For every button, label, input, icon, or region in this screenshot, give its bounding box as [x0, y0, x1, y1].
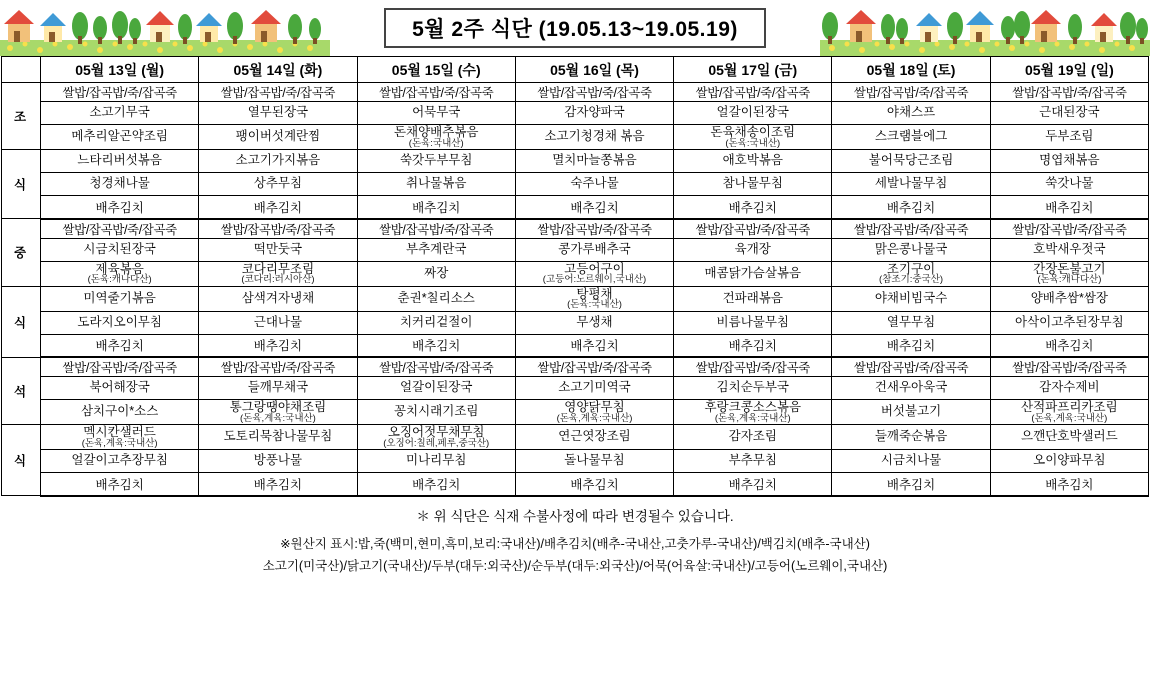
dish-cell — [990, 377, 1148, 400]
menu-row — [2, 238, 1149, 261]
dish-origin: (돈육:국내산) — [567, 299, 622, 310]
dish-cell — [515, 173, 673, 196]
dish-name: 부추계란국 — [406, 241, 467, 256]
dish-cell — [674, 425, 832, 450]
dish-name: 오징어젓무채무침 — [387, 425, 485, 439]
dish-name: 소고기무국 — [89, 105, 150, 120]
day-header-0: 05월 13일 (월) — [41, 57, 199, 83]
kimchi-cell: 배추김치 — [674, 196, 832, 219]
menu-row — [2, 150, 1149, 173]
dish-cell — [832, 286, 990, 311]
kimchi-cell: 배추김치 — [990, 196, 1148, 219]
decoration-left — [0, 0, 330, 56]
meal-label-1-top: 중 — [2, 219, 41, 287]
dish-origin: (돈육:캐나다산) — [1037, 274, 1102, 285]
dish-name: 감자수제비 — [1039, 380, 1100, 395]
dish-cell — [199, 425, 357, 450]
dish-cell — [832, 125, 990, 150]
day-header-6: 05월 19일 (일) — [990, 57, 1148, 83]
dish-origin: (돈육:국내산) — [725, 137, 781, 149]
dish-cell — [990, 450, 1148, 473]
kimchi-cell: 배추김치 — [199, 334, 357, 357]
table-header-row — [2, 57, 1149, 83]
meal-rice-row — [2, 357, 1149, 377]
dish-name: 상추무침 — [253, 176, 303, 191]
dish-name: 육개장 — [734, 241, 771, 256]
dish-origin: (돈육,계육:국내산) — [1031, 412, 1108, 424]
origin-note-line-1: ※원산지 표시:밥,죽(백미,현미,흑미,보리:국내산)/배추김치(배추-국내산,고춧가루-국내산)/백김치(배추-국내산) — [280, 537, 870, 552]
dish-origin: (참조기:중국산) — [879, 274, 944, 285]
dish-cell — [674, 261, 832, 286]
dish-cell — [832, 150, 990, 173]
dish-name: 미역줄기볶음 — [83, 290, 156, 305]
dish-cell — [515, 450, 673, 473]
dish-name: 방풍나물 — [253, 453, 303, 468]
dish-name: 삼치구이*소스 — [80, 404, 159, 419]
dish-cell — [357, 102, 515, 125]
dish-name: 메추리알곤약조림 — [71, 129, 168, 144]
day-header-5: 05월 18일 (토) — [832, 57, 990, 83]
dish-cell — [674, 400, 832, 425]
rice-cell: 쌀밥/잡곡밥/죽/잡곡죽 — [674, 219, 832, 239]
dish-name: 돈채양배추볶음 — [393, 125, 479, 139]
menu-row — [2, 400, 1149, 425]
dish-cell — [357, 150, 515, 173]
dish-name: 으깬단호박샐러드 — [1021, 429, 1118, 444]
dish-name: 제육볶음 — [95, 261, 144, 276]
dish-cell — [832, 377, 990, 400]
dish-name: 맑은콩나물국 — [874, 241, 948, 256]
menu-row — [2, 102, 1149, 125]
dish-name: 명엽채볶음 — [1039, 153, 1100, 168]
meal-label-0-top: 조 — [2, 83, 41, 150]
dish-cell — [832, 238, 990, 261]
dish-name: 삼색겨자냉채 — [241, 290, 315, 305]
dish-cell — [199, 311, 357, 334]
dish-name: 근대된장국 — [1039, 105, 1100, 120]
dish-name: 건새우아욱국 — [874, 380, 948, 395]
dish-name: 떡만둣국 — [253, 241, 303, 256]
dish-cell — [199, 450, 357, 473]
dish-name: 소고기가지볶음 — [235, 153, 321, 168]
dish-cell — [41, 400, 199, 425]
dish-cell — [357, 425, 515, 450]
dish-cell — [357, 261, 515, 286]
kimchi-cell: 배추김치 — [832, 196, 990, 219]
dish-name: 후랑크콩소스볶음 — [704, 400, 802, 414]
dish-name: 얼갈이된장국 — [399, 380, 473, 395]
kimchi-row — [2, 473, 1149, 496]
dish-name: 청경채나물 — [89, 176, 150, 191]
day-header-2: 05월 15일 (수) — [357, 57, 515, 83]
dish-name: 양배추쌈*쌈장 — [1030, 290, 1109, 305]
dish-name: 치커리겉절이 — [399, 314, 473, 329]
dish-name: 콩가루배추국 — [558, 241, 631, 256]
dish-name: 멕시칸샐러드 — [83, 425, 156, 439]
dish-cell — [674, 125, 832, 150]
rice-cell: 쌀밥/잡곡밥/죽/잡곡죽 — [199, 83, 357, 102]
rice-cell: 쌀밥/잡곡밥/죽/잡곡죽 — [41, 83, 199, 102]
dish-name: 야채스프 — [886, 105, 936, 120]
dish-name: 돈육채송이조림 — [710, 125, 796, 139]
dish-cell — [357, 286, 515, 311]
meal-rice-row — [2, 83, 1149, 102]
kimchi-cell: 배추김치 — [832, 473, 990, 496]
kimchi-cell: 배추김치 — [41, 473, 199, 496]
weekly-menu-table — [1, 56, 1149, 497]
dish-name: 무생채 — [576, 314, 613, 329]
menu-row — [2, 173, 1149, 196]
dish-name: 꽁치시래기조림 — [393, 404, 479, 419]
dish-name: 시금치된장국 — [83, 241, 156, 256]
dish-name: 참나물무침 — [722, 176, 783, 191]
dish-name: 탕평채 — [576, 286, 613, 301]
dish-name: 연근엿장조림 — [558, 429, 631, 444]
dish-cell — [515, 311, 673, 334]
rice-cell: 쌀밥/잡곡밥/죽/잡곡죽 — [357, 83, 515, 102]
dish-name: 호박새우젓국 — [1033, 241, 1106, 256]
page-title: 5월 2주 식단 (19.05.13~19.05.19) — [384, 8, 766, 48]
dish-cell — [674, 311, 832, 334]
rice-cell: 쌀밥/잡곡밥/죽/잡곡죽 — [41, 357, 199, 377]
dish-cell — [515, 400, 673, 425]
dish-cell — [990, 261, 1148, 286]
rice-cell: 쌀밥/잡곡밥/죽/잡곡죽 — [990, 357, 1148, 377]
dish-name: 두부조림 — [1045, 129, 1094, 144]
change-note: ＊ 위 식단은 식재 수불사정에 따라 변경될수 있습니다. — [416, 508, 734, 524]
dish-cell — [832, 311, 990, 334]
dish-name: 도라지오이무침 — [77, 314, 162, 329]
menu-row — [2, 286, 1149, 311]
meal-label-1-bottom: 식 — [2, 286, 41, 357]
header-corner — [2, 57, 41, 83]
dish-cell — [199, 400, 357, 425]
dish-cell — [515, 102, 673, 125]
dish-cell — [674, 150, 832, 173]
dish-cell — [674, 286, 832, 311]
dish-cell — [41, 238, 199, 261]
dish-origin: (고등어:노르웨이,국내산) — [542, 274, 647, 285]
rice-cell: 쌀밥/잡곡밥/죽/잡곡죽 — [832, 83, 990, 102]
dish-name: 북어해장국 — [89, 380, 150, 395]
dish-cell — [199, 286, 357, 311]
dish-name: 통그랑땡야채조림 — [229, 400, 327, 414]
dish-cell — [199, 261, 357, 286]
dish-name: 스크램블에그 — [874, 129, 948, 144]
dish-cell — [199, 377, 357, 400]
dish-cell — [990, 286, 1148, 311]
dish-cell — [990, 125, 1148, 150]
dish-name: 부추무침 — [728, 453, 777, 468]
day-header-1: 05월 14일 (화) — [199, 57, 357, 83]
dish-origin: (돈육:국내산) — [408, 137, 464, 149]
dish-name: 영양닭무침 — [564, 400, 625, 414]
dish-cell — [41, 102, 199, 125]
dish-name: 감자양파국 — [564, 105, 625, 120]
dish-name: 건파래볶음 — [722, 290, 783, 305]
dish-name: 세발나물무침 — [874, 176, 948, 191]
dish-cell — [674, 377, 832, 400]
dish-name: 쑥갓나물 — [1045, 176, 1094, 191]
dish-name: 춘권*칠리소스 — [397, 290, 475, 305]
dish-cell — [41, 450, 199, 473]
village-illustration-right — [820, 0, 1150, 56]
rice-cell: 쌀밥/잡곡밥/죽/잡곡죽 — [832, 219, 990, 239]
dish-name: 취나물볶음 — [406, 176, 467, 191]
dish-origin: (돈육:캐나다산) — [87, 274, 152, 285]
menu-row — [2, 425, 1149, 450]
dish-name: 얼갈이된장국 — [716, 105, 789, 120]
kimchi-cell: 배추김치 — [357, 473, 515, 496]
kimchi-cell: 배추김치 — [515, 334, 673, 357]
menu-row — [2, 311, 1149, 334]
dish-cell — [674, 173, 832, 196]
dish-cell — [41, 286, 199, 311]
dish-name: 야채비빔국수 — [874, 290, 948, 305]
dish-origin: (돈육,계육:국내산) — [556, 412, 633, 424]
kimchi-cell: 배추김치 — [199, 473, 357, 496]
dish-name: 쑥갓두부무침 — [399, 153, 473, 168]
rice-cell: 쌀밥/잡곡밥/죽/잡곡죽 — [674, 83, 832, 102]
kimchi-cell: 배추김치 — [357, 334, 515, 357]
kimchi-cell: 배추김치 — [41, 334, 199, 357]
dish-name: 들깨죽순볶음 — [874, 429, 948, 444]
dish-cell — [41, 150, 199, 173]
dish-cell — [357, 400, 515, 425]
rice-cell: 쌀밥/잡곡밥/죽/잡곡죽 — [199, 357, 357, 377]
dish-cell — [357, 311, 515, 334]
dish-name: 고등어구이 — [564, 261, 625, 276]
dish-name: 매콤닭가슴살볶음 — [704, 265, 802, 280]
meal-label-0-bottom: 식 — [2, 150, 41, 219]
dish-cell — [990, 400, 1148, 425]
menu-row — [2, 377, 1149, 400]
rice-cell: 쌀밥/잡곡밥/죽/잡곡죽 — [990, 219, 1148, 239]
rice-cell: 쌀밥/잡곡밥/죽/잡곡죽 — [515, 219, 673, 239]
dish-name: 느타리버섯볶음 — [77, 153, 162, 168]
dish-cell — [832, 400, 990, 425]
dish-name: 간장돈불고기 — [1033, 261, 1106, 276]
dish-name: 팽이버섯계란찜 — [235, 129, 321, 144]
dish-name: 미나리무침 — [406, 453, 467, 468]
day-header-4: 05월 17일 (금) — [674, 57, 832, 83]
dish-cell — [199, 150, 357, 173]
dish-name: 소고기청경채 볶음 — [544, 129, 645, 144]
rice-cell: 쌀밥/잡곡밥/죽/잡곡죽 — [674, 357, 832, 377]
dish-name: 어묵무국 — [412, 105, 461, 120]
dish-cell — [515, 238, 673, 261]
kimchi-cell: 배추김치 — [41, 196, 199, 219]
dish-cell — [515, 261, 673, 286]
dish-cell — [832, 102, 990, 125]
dish-cell — [990, 102, 1148, 125]
dish-cell — [674, 450, 832, 473]
dish-name: 도토리묵참나물무침 — [223, 429, 333, 444]
village-illustration-left — [0, 0, 330, 56]
dish-cell — [41, 261, 199, 286]
kimchi-cell: 배추김치 — [832, 334, 990, 357]
dish-name: 들깨무채국 — [247, 380, 309, 395]
meal-label-2-bottom: 식 — [2, 425, 41, 496]
meal-label-2-top: 석 — [2, 357, 41, 425]
dish-name: 시금치나물 — [880, 453, 942, 468]
dish-cell — [674, 102, 832, 125]
rice-cell: 쌀밥/잡곡밥/죽/잡곡죽 — [515, 83, 673, 102]
dish-cell — [674, 238, 832, 261]
dish-name: 아삭이고추된장무침 — [1015, 314, 1124, 329]
rice-cell: 쌀밥/잡곡밥/죽/잡곡죽 — [832, 357, 990, 377]
dish-name: 소고기미역국 — [558, 380, 631, 395]
dish-cell — [357, 377, 515, 400]
dish-name: 코다리무조림 — [241, 261, 315, 276]
dish-cell — [515, 286, 673, 311]
dish-cell — [199, 125, 357, 150]
dish-name: 김치순두부국 — [716, 380, 789, 395]
origin-note-line-2: 소고기(미국산)/닭고기(국내산)/두부(대두:외국산)/순두부(대두:외국산)/어묵(어육살:국내산)/고등어(노르웨이,국내산) — [262, 558, 888, 573]
header-banner — [0, 0, 1150, 56]
dish-cell — [357, 173, 515, 196]
dish-cell — [515, 150, 673, 173]
kimchi-cell: 배추김치 — [515, 196, 673, 219]
dish-cell — [41, 125, 199, 150]
dish-cell — [990, 238, 1148, 261]
kimchi-cell: 배추김치 — [674, 473, 832, 496]
dish-cell — [357, 450, 515, 473]
dish-origin: (오징어:칠레,페루,중국산) — [383, 437, 490, 449]
dish-name: 감자조림 — [728, 429, 777, 444]
dish-cell — [41, 425, 199, 450]
menu-row — [2, 261, 1149, 286]
dish-cell — [990, 311, 1148, 334]
rice-cell: 쌀밥/잡곡밥/죽/잡곡죽 — [990, 83, 1148, 102]
dish-cell — [41, 377, 199, 400]
dish-cell — [41, 311, 199, 334]
dish-cell — [515, 425, 673, 450]
dish-cell — [515, 377, 673, 400]
menu-row — [2, 125, 1149, 150]
kimchi-cell: 배추김치 — [199, 196, 357, 219]
dish-name: 열무된장국 — [247, 105, 309, 120]
dish-name: 짜장 — [424, 265, 449, 280]
dish-name: 불어묵당근조림 — [868, 153, 954, 168]
dish-cell — [832, 450, 990, 473]
dish-cell — [990, 425, 1148, 450]
kimchi-cell: 배추김치 — [990, 473, 1148, 496]
day-header-3: 05월 16일 (목) — [515, 57, 673, 83]
dish-origin: (돈육,계육:국내산) — [240, 412, 316, 424]
rice-cell: 쌀밥/잡곡밥/죽/잡곡죽 — [515, 357, 673, 377]
dish-name: 열무무침 — [886, 314, 936, 329]
menu-row — [2, 450, 1149, 473]
kimchi-cell: 배추김치 — [674, 334, 832, 357]
dish-cell — [357, 238, 515, 261]
kimchi-cell: 배추김치 — [990, 334, 1148, 357]
rice-cell: 쌀밥/잡곡밥/죽/잡곡죽 — [357, 357, 515, 377]
dish-name: 산적파프리카조림 — [1021, 400, 1118, 414]
dish-cell — [41, 173, 199, 196]
kimchi-cell: 배추김치 — [515, 473, 673, 496]
dish-cell — [832, 261, 990, 286]
footer-notes — [0, 507, 1150, 577]
dish-origin: (돈육,계육:국내산) — [714, 412, 791, 424]
dish-cell — [199, 102, 357, 125]
dish-cell — [357, 125, 515, 150]
dish-name: 근대나물 — [253, 314, 303, 329]
dish-name: 얼갈이고추장무침 — [71, 453, 168, 468]
dish-cell — [990, 173, 1148, 196]
dish-cell — [515, 125, 673, 150]
kimchi-row — [2, 334, 1149, 357]
dish-cell — [990, 150, 1148, 173]
rice-cell: 쌀밥/잡곡밥/죽/잡곡죽 — [357, 219, 515, 239]
dish-name: 숙주나물 — [570, 176, 619, 191]
dish-name: 비름나물무침 — [716, 314, 789, 329]
dish-origin: (코다리:러시아산) — [241, 274, 315, 285]
meal-rice-row — [2, 219, 1149, 239]
dish-name: 돌나물무침 — [564, 453, 625, 468]
dish-name: 조기구이 — [886, 261, 936, 276]
kimchi-cell: 배추김치 — [357, 196, 515, 219]
dish-cell — [199, 173, 357, 196]
decoration-right — [820, 0, 1150, 56]
dish-cell — [832, 425, 990, 450]
rice-cell: 쌀밥/잡곡밥/죽/잡곡죽 — [199, 219, 357, 239]
dish-name: 오이양파무침 — [1033, 453, 1106, 468]
rice-cell: 쌀밥/잡곡밥/죽/잡곡죽 — [41, 219, 199, 239]
kimchi-row — [2, 196, 1149, 219]
dish-cell — [199, 238, 357, 261]
dish-name: 애호박볶음 — [722, 153, 783, 168]
dish-cell — [832, 173, 990, 196]
dish-name: 버섯불고기 — [880, 404, 942, 419]
dish-origin: (돈육,계육:국내산) — [81, 437, 158, 449]
dish-name: 멸치마늘쫑볶음 — [552, 153, 637, 168]
